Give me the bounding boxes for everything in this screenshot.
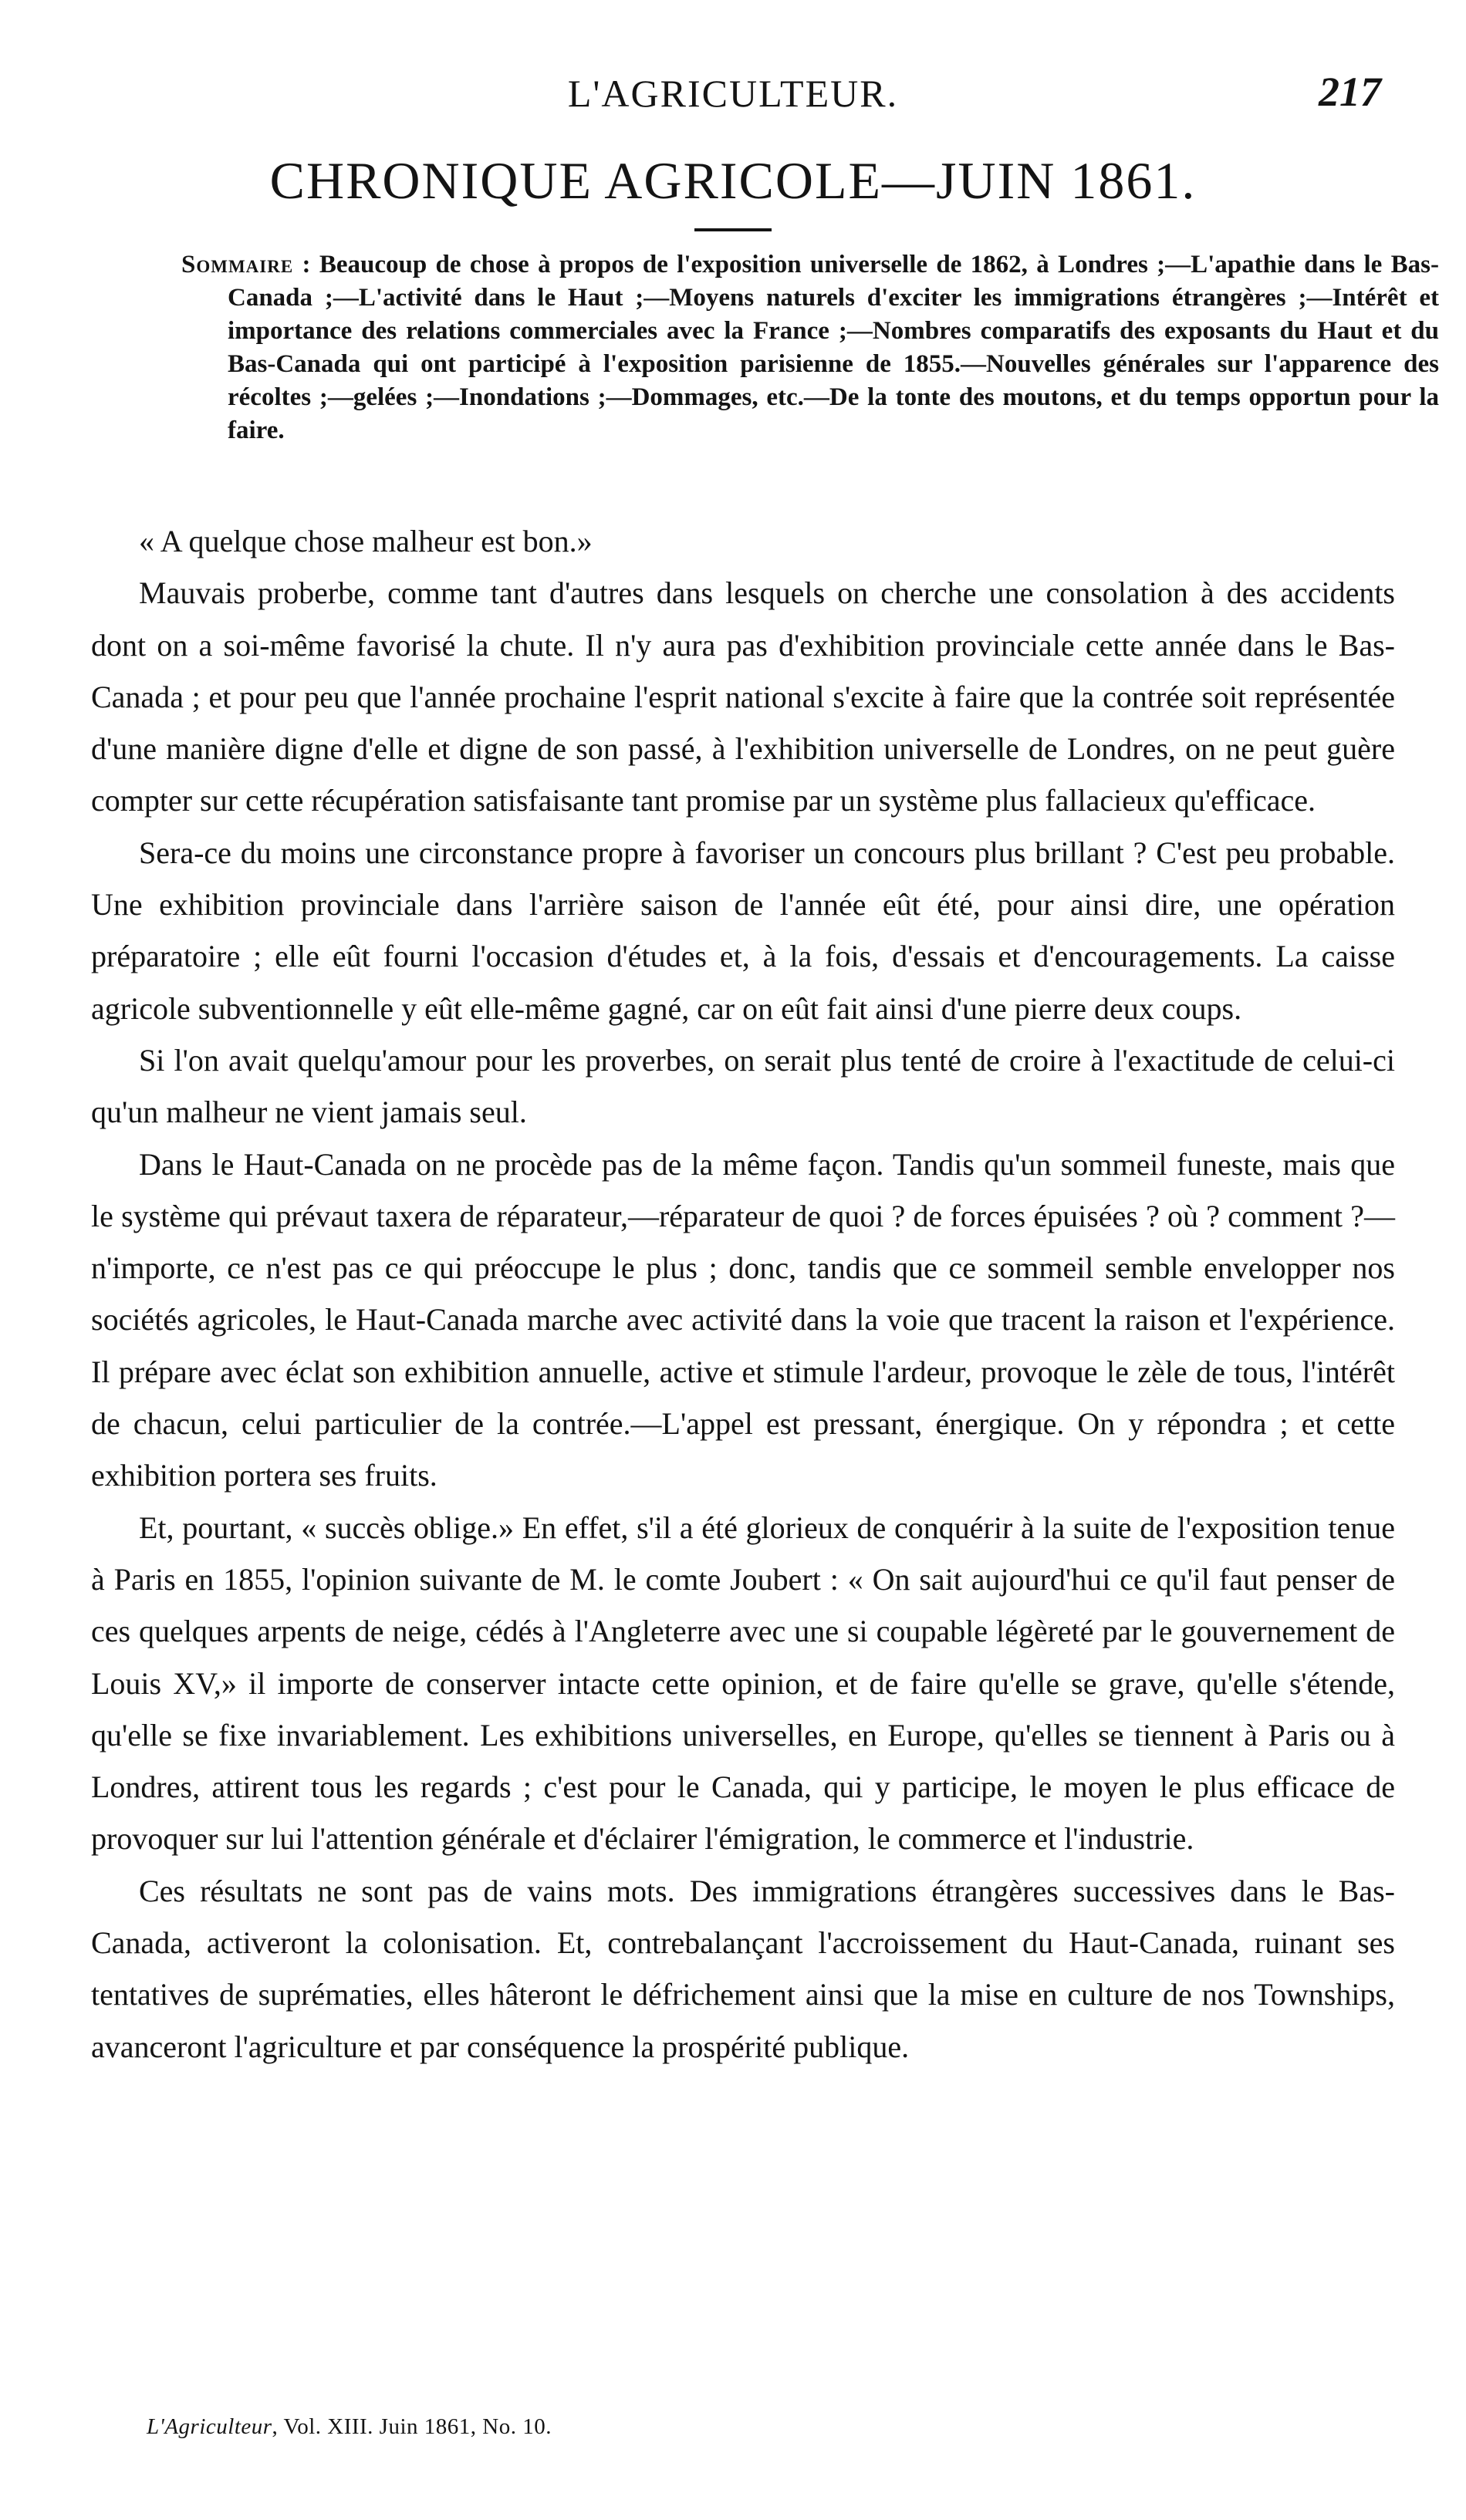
summary-block bbox=[181, 248, 1439, 447]
body-paragraph: Si l'on avait quelqu'amour pour les proverbes, on serait plus tenté de croire à l'exactitude de celui-ci qu'un malheur ne vient jamais seul. bbox=[91, 1042, 1395, 1130]
citation-details: , Vol. XIII. Juin 1861, No. 10. bbox=[272, 2414, 552, 2439]
page-number: 217 bbox=[1319, 69, 1381, 115]
epigraph-paragraph: « A quelque chose malheur est bon.» bbox=[139, 524, 593, 558]
body-paragraph: Mauvais proberbe, comme tant d'autres dans lesquels on cherche une consolation à des accidents dont on a soi-même favorisé la chute. Il n'y aura pas d'exhibition provinciale cette année dans le Bas-Canada ; et pour peu que l'année prochaine l'esprit national s'excite à faire que la contrée soit représentée d'une manière digne d'elle et digne de son passé, à l'exhibition universelle de Londres, on ne peut guère compter sur cette récupération satisfaisante tant promise par un système plus fallacieux qu'efficace. bbox=[91, 575, 1395, 818]
running-header bbox=[0, 71, 1466, 117]
article-body bbox=[91, 515, 1395, 2073]
source-citation bbox=[147, 2414, 552, 2440]
summary-text: Beaucoup de chose à propos de l'exposition universelle de 1862, à Londres ;—L'apathie dans le Bas-Canada ;—L'activité dans le Haut ;—Moyens naturels d'exciter les immigrations étrangères ;—Intérêt et importance des relations commerciales avec la France ;—Nombres comparatifs des exposants du Haut et du Bas-Canada qui ont participé à l'exposition parisienne de 1855.—Nouvelles générales sur l'apparence des récoltes ;—gelées ;—Inondations ;—Dommages, etc.—De la tonte des moutons, et du temps opportun pour la faire. bbox=[228, 251, 1439, 444]
title-divider bbox=[694, 228, 772, 231]
article-title: CHRONIQUE AGRICOLE—JUIN 1861. bbox=[269, 151, 1197, 210]
body-paragraph: Sera-ce du moins une circonstance propre à favoriser un concours plus brillant ? C'est peu probable. Une exhibition provinciale dans l'arrière saison de l'année eût été, pour ainsi dire, une opération préparatoire ; elle eût fourni l'occasion d'études et, à la fois, d'essais et d'encouragements. La caisse agricole subventionnelle y eût elle-même gagné, car on eût fait ainsi d'une pierre deux coups. bbox=[91, 835, 1395, 1026]
citation-journal: L'Agriculteur bbox=[147, 2414, 272, 2439]
journal-name: L'AGRICULTEUR. bbox=[567, 72, 899, 115]
summary-label: Sommaire bbox=[181, 251, 294, 278]
body-paragraph: Ces résultats ne sont pas de vains mots. Des immigrations étrangères successives dans le Bas-Canada, activeront la colonisation. Et, contrebalançant l'accroissement du Haut-Canada, ruinant ses tentatives de suprématies, elles hâteront le défrichement ainsi que la mise en culture de nos Townships, avanceront l'agriculture et par conséquence la prospérité publique. bbox=[91, 1873, 1395, 2064]
body-paragraph: Et, pourtant, « succès oblige.» En effet, s'il a été glorieux de conquérir à la suite de l'exposition tenue à Paris en 1855, l'opinion suivante de M. le comte Joubert : « On sait aujourd'hui ce qu'il faut penser de ces quelques arpents de neige, cédés à l'Angleterre avec une si coupable légèreté par le gouvernement de Louis XV,» il importe de conserver intacte cette opinion, et de faire qu'elle se grave, qu'elle s'étende, qu'elle se fixe invariablement. Les exhibitions universelles, en Europe, qu'elles se tiennent à Paris ou à Londres, attirent tous les regards ; c'est pour le Canada, qui y participe, le moyen le plus efficace de provoquer sur lui l'attention générale et d'éclairer l'émigration, le commerce et l'industrie. bbox=[91, 1510, 1395, 1857]
body-paragraph: Dans le Haut-Canada on ne procède pas de la même façon. Tandis qu'un sommeil funeste, mais que le système qui prévaut taxera de réparateur,—réparateur de quoi ? de forces épuisées ? où ? comment ?—n'importe, ce n'est pas ce qui préoccupe le plus ; donc, tandis que ce sommeil semble envelopper nos sociétés agricoles, le Haut-Canada marche avec activité dans la voie que tracent la raison et l'expérience. Il prépare avec éclat son exhibition annuelle, active et stimule l'ardeur, provoque le zèle de tous, l'intérêt de chacun, celui particulier de la contrée.—L'appel est pressant, énergique. On y répondra ; et cette exhibition portera ses fruits. bbox=[91, 1146, 1395, 1493]
summary-separator: : bbox=[293, 251, 319, 278]
